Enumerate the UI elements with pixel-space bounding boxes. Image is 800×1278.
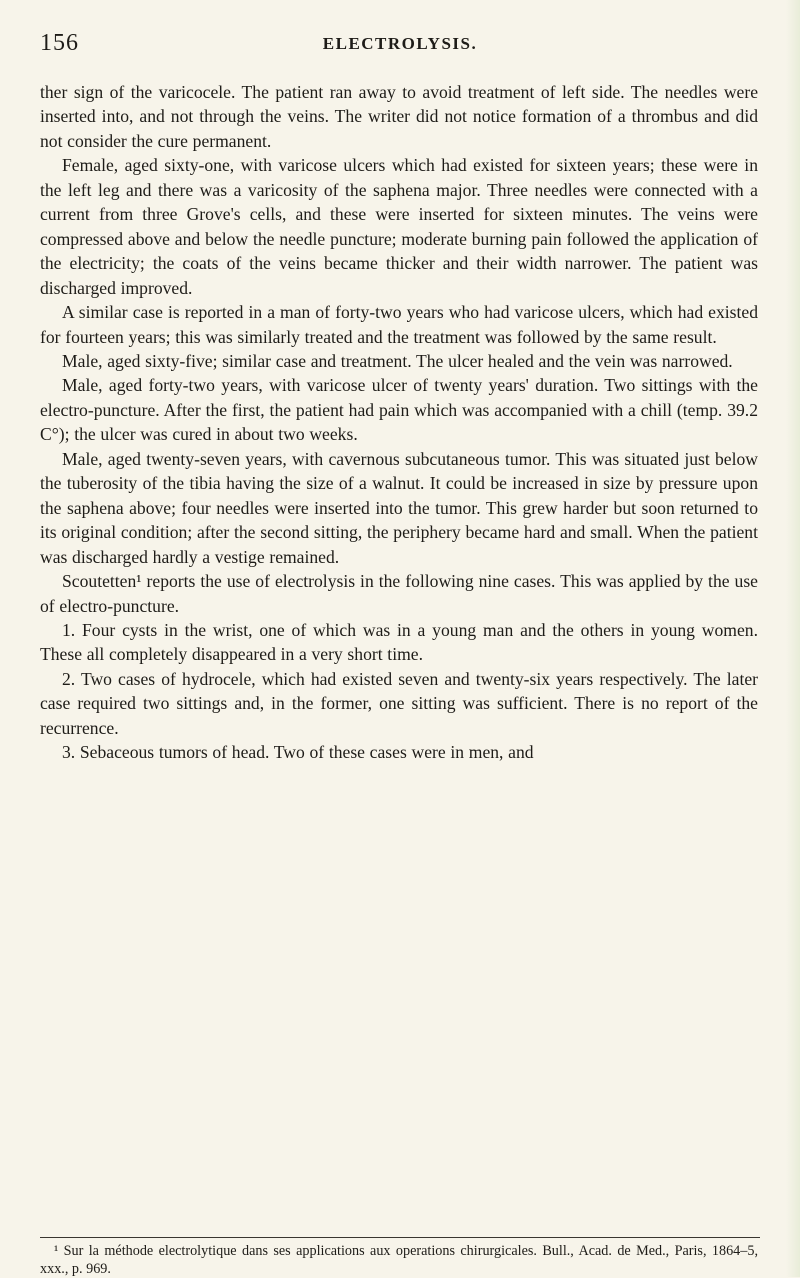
paragraph: Male, aged forty-two years, with varicose ulcer of twenty years' duration. Two sittings with the electro-puncture. After the first, the patient had pain which was accompanied with a chill (temp. 39.2 C°); the ulcer was cured in about two weeks. [40,375,758,445]
paragraph: Male, aged sixty-five; similar case and treatment. The ulcer healed and the vein was narrowed. [62,350,733,371]
footnote: ¹ Sur la méthode electrolytique dans ses applications aux operations chirurgicales. Bull., Acad. de Med., Paris, 1864–5, xxx., p. 969. [40,1243,758,1277]
page-edge-shadow [786,0,800,1277]
paragraph: 1. Four cysts in the wrist, one of which was in a young man and the others in young women. These all completely disappeared in a very short time. [40,619,758,665]
paragraph: ther sign of the varicocele. The patient ran away to avoid treatment of left side. The needles were inserted into, and not through the veins. The writer did not notice formation of a thrombus and did not consider the cure permanent. [40,82,758,151]
paragraph: Male, aged twenty-seven years, with cavernous subcutaneous tumor. This was situated just below the tuberosity of the tibia having the size of a walnut. It could be increased in size by pressure upon the saphena above; four needles were inserted into the tumor. This grew harder but soon returned to its original condition; after the second sitting, the periphery became hard and small. When the patient was discharged hardly a vestige remained. [40,448,758,567]
page-number: 156 [40,30,79,56]
paragraph: A similar case is reported in a man of forty-two years who had varicose ulcers, which had existed for fourteen years; this was similarly treated and the treatment was followed by the same result. [40,302,758,347]
paragraph: Scoutetten¹ reports the use of electrolysis in the following nine cases. This was applied by the use of electro-puncture. [40,571,758,616]
paragraph: 3. Sebaceous tumors of head. Two of these cases were in men, and [62,742,534,763]
body-text [40,80,758,765]
running-title: ELECTROLYSIS. [322,34,478,53]
paragraph: 2. Two cases of hydrocele, which had existed seven and twenty-six years respectively. The later case required two sittings and, in the former, one sitting was sufficient. There is no report of the recurrence. [40,668,758,738]
footnote-rule [40,1237,760,1238]
paragraph: Female, aged sixty-one, with varicose ulcers which had existed for sixteen years; these were in the left leg and there was a varicosity of the saphena major. Three needles were connected with a current from three Grove's cells, and these were inserted for sixteen minutes. The veins were compressed above and below the needle puncture; moderate burning pain followed the application of the electricity; the coats of the veins became thicker and their width narrower. The patient was discharged improved. [40,155,758,298]
page-header [40,30,760,64]
